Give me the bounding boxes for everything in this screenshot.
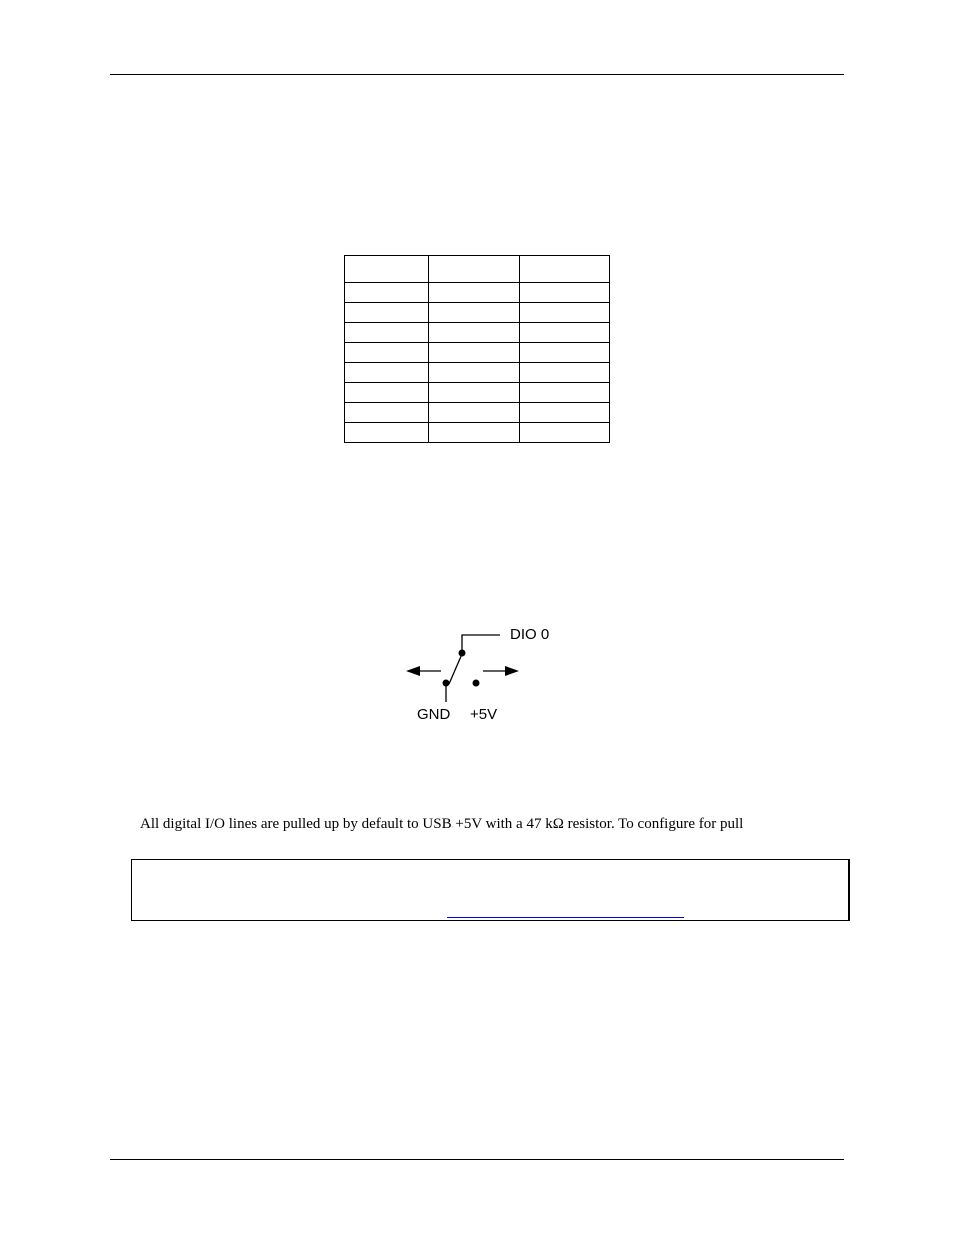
table-cell [520,303,610,323]
table-cell [520,383,610,403]
pin-table [344,255,610,443]
table-cell [520,403,610,423]
table-row [345,363,610,383]
table-row [345,423,610,443]
table-cell [345,403,429,423]
note-box [131,859,850,921]
supply-contact-dot [473,680,480,687]
table-row [345,403,610,423]
table-cell [345,363,429,383]
table-cell [429,363,520,383]
dio-lead-wire [462,635,500,652]
table-cell [429,283,520,303]
table-cell [429,323,520,343]
table-cell [520,423,610,443]
table-header-cell [429,256,520,283]
footer-rule [110,1159,844,1160]
table-header-cell [345,256,429,283]
dio-label: DIO 0 [510,626,550,643]
table-header-cell [520,256,610,283]
table-cell [520,323,610,343]
table-cell [520,363,610,383]
body-paragraph: All digital I/O lines are pulled up by default to USB +5V with a 47 kΩ resistor. To configure for pull [140,816,744,832]
gnd-contact-dot [443,680,450,687]
dio-contact-dot [459,650,466,657]
table-cell [429,403,520,423]
switch-diagram [396,620,566,730]
table-cell [429,343,520,363]
table-row [345,343,610,363]
table-cell [520,283,610,303]
table-cell [345,343,429,363]
table-cell [429,383,520,403]
table-cell [429,303,520,323]
table-cell [429,423,520,443]
table-cell [520,343,610,363]
table-cell [345,423,429,443]
table-cell [345,323,429,343]
gnd-label: GND [417,706,451,723]
supply-label: +5V [470,706,498,723]
table-row [345,303,610,323]
table-row [345,323,610,343]
table-cell [345,383,429,403]
left-arrow-head [406,666,420,676]
right-arrow-head [505,666,519,676]
table-cell [345,283,429,303]
note-hyperlink[interactable] [447,899,684,918]
table-header-row [345,256,610,283]
table-row [345,383,610,403]
table-row [345,283,610,303]
header-rule [110,74,844,75]
table-cell [345,303,429,323]
switch-blade [449,654,462,684]
